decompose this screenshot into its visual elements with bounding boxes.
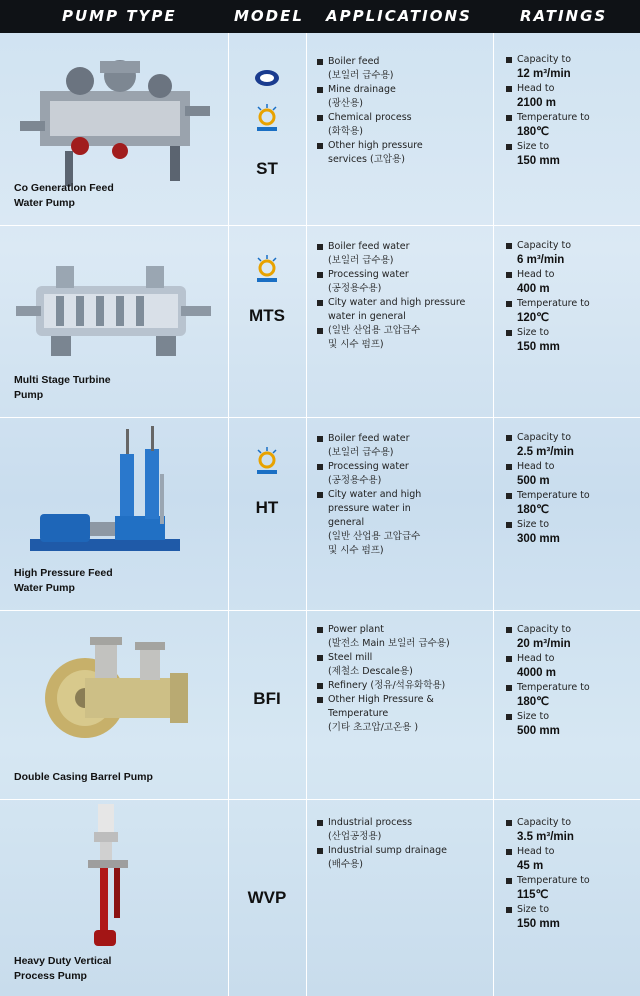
applications-cell: [306, 800, 493, 996]
vertical-pump-image: [70, 804, 150, 954]
rating-label: Size to: [505, 140, 636, 154]
rating-value: 45 m: [517, 860, 544, 872]
rating-value: 2100 m: [517, 97, 557, 109]
table-row: [0, 611, 640, 800]
rating-value: 180℃: [517, 696, 550, 708]
rating-value: 12 m³/min: [517, 68, 571, 80]
rating-label: Head to: [505, 460, 636, 474]
list-item: City water and high pressure water in general (일반 산업용 고압급수 및 시수 펌프): [316, 488, 489, 558]
applications-list: [316, 432, 489, 558]
rating-label: Capacity to: [505, 816, 636, 830]
rating-label: Head to: [505, 82, 636, 96]
applications-list: [316, 816, 489, 872]
list-item: Chemical process (화학용): [316, 111, 489, 139]
rating-value: 500 mm: [517, 725, 560, 737]
rating-value: 180℃: [517, 126, 550, 138]
applications-list: [316, 240, 489, 352]
model-code: BFI: [253, 689, 281, 708]
model-cell: [228, 611, 306, 799]
rating-value: 150 mm: [517, 341, 560, 353]
pump-type-name: High Pressure Feed Water Pump: [14, 567, 113, 594]
table-header: [0, 0, 640, 33]
ratings-cell: [493, 418, 640, 610]
rating-value: 300 mm: [517, 533, 560, 545]
rating-value: 115℃: [517, 889, 549, 901]
model-cell: [228, 418, 306, 610]
header-applications: APPLICATIONS: [326, 7, 472, 25]
pump-type-name: Multi Stage Turbine Pump: [14, 374, 111, 401]
rating-value: 4000 m: [517, 667, 557, 679]
model-code: ST: [256, 159, 278, 178]
rating-value: 120℃: [517, 312, 550, 324]
rating-value: 6 m³/min: [517, 254, 565, 266]
ratings-cell: [493, 800, 640, 996]
ratings-cell: [493, 33, 640, 225]
applications-cell: [306, 611, 493, 799]
list-item: Boiler feed water (보일러 급수용): [316, 240, 489, 268]
list-item: Processing water (공정용수용): [316, 268, 489, 296]
rating-label: Capacity to: [505, 53, 636, 67]
table-row: [0, 418, 640, 611]
rating-label: Temperature to: [505, 489, 636, 503]
pump-type-cell: [0, 418, 228, 610]
multi-stage-pump-image: [16, 256, 216, 366]
header-pump-type: PUMP TYPE: [62, 7, 177, 25]
list-item: Mine drainage (광산용): [316, 83, 489, 111]
rating-value: 400 m: [517, 283, 550, 295]
pump-type-cell: [0, 226, 228, 417]
applications-list: [316, 623, 489, 735]
brand-logo-icon: [254, 69, 280, 87]
list-item: Steel mill (제철소 Descale용): [316, 651, 489, 679]
rating-label: Temperature to: [505, 874, 636, 888]
model-cell: [228, 33, 306, 225]
rating-label: Capacity to: [505, 623, 636, 637]
rating-value: 500 m: [517, 475, 550, 487]
rating-value: 20 m³/min: [517, 638, 571, 650]
rating-label: Head to: [505, 845, 636, 859]
pump-type-cell: [0, 800, 228, 996]
rating-label: Temperature to: [505, 297, 636, 311]
quality-mark-icon: [254, 254, 280, 284]
model-code: HT: [255, 498, 279, 517]
rating-label: Temperature to: [505, 111, 636, 125]
model-cell: [228, 800, 306, 996]
list-item: Processing water (공정용수용): [316, 460, 489, 488]
high-pressure-pump-image: [30, 424, 210, 574]
list-item: Industrial process (산업공정용): [316, 816, 489, 844]
ratings-list: [505, 53, 636, 169]
pump-type-name: Double Casing Barrel Pump: [14, 771, 153, 783]
quality-mark-icon: [254, 446, 280, 476]
co-generation-pump-image: [20, 51, 210, 191]
rating-label: Capacity to: [505, 431, 636, 445]
pump-type-cell: [0, 611, 228, 799]
table-row: [0, 800, 640, 996]
table-row: [0, 226, 640, 418]
rating-label: Capacity to: [505, 239, 636, 253]
ratings-list: [505, 431, 636, 547]
rating-label: Head to: [505, 652, 636, 666]
list-item: City water and high pressure water in general: [316, 296, 489, 324]
header-model: MODEL: [234, 7, 304, 25]
pump-type-name: Co Generation Feed Water Pump: [14, 182, 114, 209]
list-item: (일반 산업용 고압급수 및 시수 펌프): [316, 324, 489, 352]
rating-value: 150 mm: [517, 155, 560, 167]
barrel-pump-image: [40, 633, 200, 763]
model-code: WVP: [247, 888, 287, 907]
rating-value: 2.5 m³/min: [517, 446, 574, 458]
ratings-list: [505, 816, 636, 932]
applications-cell: [306, 226, 493, 417]
applications-cell: [306, 418, 493, 610]
list-item: Other High Pressure & Temperature (기타 초고압/고온용 ): [316, 693, 489, 735]
applications-cell: [306, 33, 493, 225]
header-ratings: RATINGS: [520, 7, 608, 25]
rating-label: Size to: [505, 326, 636, 340]
pump-type-name: Heavy Duty Vertical Process Pump: [14, 955, 112, 982]
rating-value: 150 mm: [517, 918, 560, 930]
table-row: [0, 33, 640, 226]
rating-label: Head to: [505, 268, 636, 282]
list-item: Boiler feed water (보일러 급수용): [316, 432, 489, 460]
list-item: Power plant (발전소 Main 보일러 급수용): [316, 623, 489, 651]
pump-type-cell: [0, 33, 228, 225]
rating-value: 3.5 m³/min: [517, 831, 574, 843]
ratings-list: [505, 239, 636, 355]
ratings-cell: [493, 226, 640, 417]
rating-label: Size to: [505, 518, 636, 532]
applications-list: [316, 55, 489, 167]
rating-value: 180℃: [517, 504, 550, 516]
rating-label: Temperature to: [505, 681, 636, 695]
list-item: Boiler feed (보일러 급수용): [316, 55, 489, 83]
model-code: MTS: [249, 306, 285, 325]
quality-mark-icon: [254, 103, 280, 133]
ratings-list: [505, 623, 636, 739]
list-item: Industrial sump drainage (배수용): [316, 844, 489, 872]
model-cell: [228, 226, 306, 417]
rating-label: Size to: [505, 710, 636, 724]
list-item: Refinery (정유/석유화학용): [316, 679, 489, 693]
ratings-cell: [493, 611, 640, 799]
rating-label: Size to: [505, 903, 636, 917]
list-item: Other high pressure services (고압용): [316, 139, 489, 167]
